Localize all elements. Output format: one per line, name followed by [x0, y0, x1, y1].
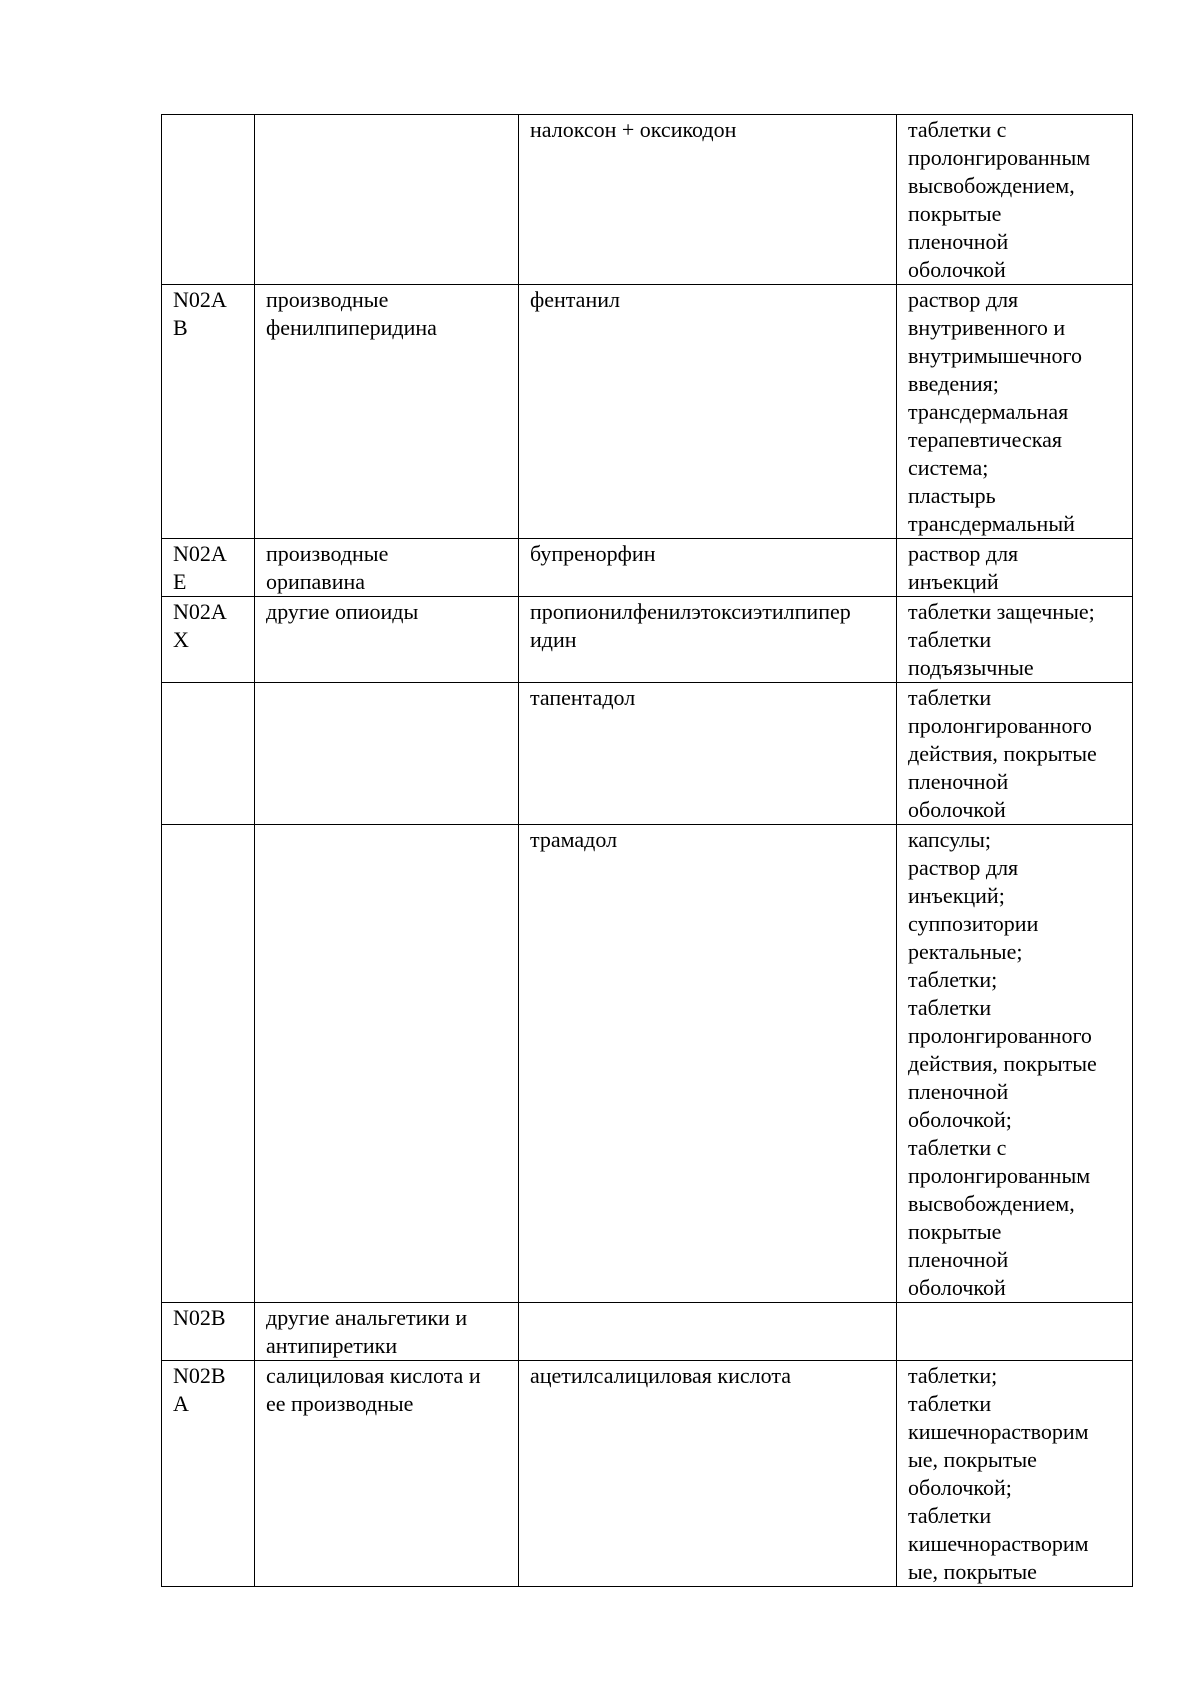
atc-code-cell: N02B A: [162, 1361, 255, 1587]
atc-code-cell: [162, 825, 255, 1303]
table-row: [162, 1303, 1133, 1361]
dosage-forms-cell: таблетки пролонгированного действия, покрытые пленочной оболочкой: [897, 683, 1133, 825]
dosage-forms-cell: [897, 1303, 1133, 1361]
atc-code-cell: N02A X: [162, 597, 255, 683]
substance-cell: тапентадол: [519, 683, 897, 825]
dosage-forms-cell: таблетки защечные; таблетки подъязычные: [897, 597, 1133, 683]
group-cell: [255, 683, 519, 825]
substance-cell: ацетилсалициловая кислота: [519, 1361, 897, 1587]
table-row: [162, 285, 1133, 539]
group-cell: салициловая кислота и ее производные: [255, 1361, 519, 1587]
table-row: [162, 115, 1133, 285]
substance-cell: пропионилфенилэтоксиэтилпипер идин: [519, 597, 897, 683]
group-cell: производные фенилпиперидина: [255, 285, 519, 539]
atc-code-cell: [162, 683, 255, 825]
table-row: [162, 825, 1133, 1303]
dosage-forms-cell: таблетки; таблетки кишечнорастворим ые, покрытые оболочкой; таблетки кишечнорастворим ые, покрытые: [897, 1361, 1133, 1587]
atc-code-cell: [162, 115, 255, 285]
atc-code-cell: N02A B: [162, 285, 255, 539]
group-cell: другие анальгетики и антипиретики: [255, 1303, 519, 1361]
dosage-forms-cell: капсулы; раствор для инъекций; суппозитории ректальные; таблетки; таблетки пролонгированного действия, покрытые пленочной оболочкой; таблетки с пролонгированным высвобождением, покрытые пленочной оболочкой: [897, 825, 1133, 1303]
drug-table: [161, 114, 1133, 1587]
table-row: [162, 1361, 1133, 1587]
group-cell: производные орипавина: [255, 539, 519, 597]
substance-cell: фентанил: [519, 285, 897, 539]
table-row: [162, 597, 1133, 683]
substance-cell: трамадол: [519, 825, 897, 1303]
substance-cell: налоксон + оксикодон: [519, 115, 897, 285]
dosage-forms-cell: раствор для инъекций: [897, 539, 1133, 597]
dosage-forms-cell: таблетки с пролонгированным высвобождением, покрытые пленочной оболочкой: [897, 115, 1133, 285]
atc-code-cell: N02B: [162, 1303, 255, 1361]
table-row: [162, 683, 1133, 825]
group-cell: [255, 115, 519, 285]
group-cell: [255, 825, 519, 1303]
dosage-forms-cell: раствор для внутривенного и внутримышечного введения; трансдермальная терапевтическая система; пластырь трансдермальный: [897, 285, 1133, 539]
atc-code-cell: N02A E: [162, 539, 255, 597]
substance-cell: бупренорфин: [519, 539, 897, 597]
substance-cell: [519, 1303, 897, 1361]
table-row: [162, 539, 1133, 597]
group-cell: другие опиоиды: [255, 597, 519, 683]
